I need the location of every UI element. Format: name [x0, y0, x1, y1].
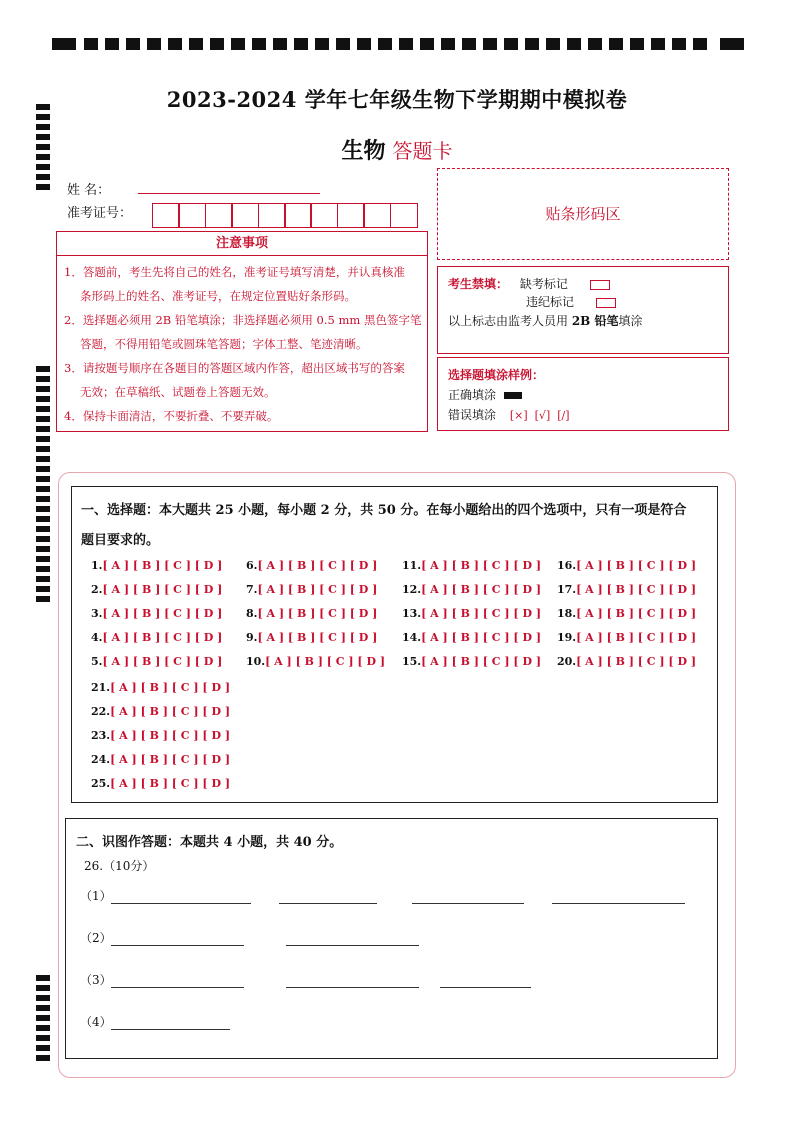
timing-mark	[420, 38, 434, 50]
timing-mark	[189, 38, 203, 50]
choice-question[interactable]	[402, 631, 541, 644]
timing-mark	[36, 1025, 50, 1031]
id-digit-box[interactable]	[231, 203, 259, 228]
question-number: 23.	[91, 729, 111, 742]
answer-options[interactable]: [ A ] [ B ] [ C ] [ D ]	[421, 607, 542, 620]
choice-question[interactable]	[91, 607, 222, 620]
barcode-area	[437, 168, 729, 260]
name-field[interactable]	[138, 193, 320, 194]
answer-options[interactable]: [ A ] [ B ] [ C ] [ D ]	[421, 559, 542, 572]
name-label: 姓 名：	[67, 183, 111, 198]
timing-mark	[483, 38, 497, 50]
timing-mark	[315, 38, 329, 50]
notice-item: 4．保持卡面清洁，不要折叠、不要弄破。	[64, 409, 279, 423]
choice-question[interactable]	[91, 681, 230, 694]
question-number: 21.	[91, 681, 111, 694]
absent-label: 缺考标记	[519, 277, 568, 291]
blank-label-3: （3）	[80, 973, 112, 987]
timing-mark	[36, 596, 50, 602]
sample-box	[437, 357, 729, 431]
sample-title: 选择题填涂样例：	[448, 368, 545, 382]
choice-question[interactable]	[91, 729, 230, 742]
notice-item: 无效；在草稿纸、试题卷上答题无效。	[80, 385, 276, 399]
timing-mark	[36, 526, 50, 532]
timing-mark	[36, 995, 50, 1001]
choice-question[interactable]	[557, 607, 696, 620]
answer-options[interactable]: [ A ] [ B ] [ C ] [ D ]	[257, 631, 378, 644]
timing-mark	[36, 376, 50, 382]
answer-line[interactable]	[111, 987, 244, 988]
timing-mark	[36, 546, 50, 552]
card-label: 答题卡	[392, 139, 453, 163]
timing-mark	[36, 1035, 50, 1041]
question-number: 19.	[557, 631, 577, 644]
answer-line[interactable]	[286, 987, 419, 988]
question-number: 13.	[402, 607, 422, 620]
question-number: 18.	[557, 607, 577, 620]
timing-mark	[147, 38, 161, 50]
blank-label-4: （4）	[80, 1015, 112, 1029]
section2-title: 二、识图作答题：本题共 4 小题，共 40 分。	[76, 835, 343, 850]
choice-grid	[72, 487, 717, 802]
wrong-label: 错误填涂	[448, 408, 497, 422]
choice-question[interactable]	[246, 655, 385, 668]
question-number: 9.	[246, 631, 258, 644]
timing-mark	[36, 506, 50, 512]
notice-item: 3．请按题号顺序在各题目的答题区域内作答，超出区域书写的答案	[64, 361, 405, 375]
notice-item: 1．答题前，考生先将自己的姓名，准考证号填写清楚，并认真核准	[64, 265, 405, 279]
answer-options[interactable]: [ A ] [ B ] [ C ] [ D ]	[576, 655, 697, 668]
timing-mark	[546, 38, 560, 50]
answer-options[interactable]: [ A ] [ B ] [ C ] [ D ]	[102, 631, 223, 644]
choice-question[interactable]	[402, 607, 541, 620]
answer-line[interactable]	[111, 903, 251, 904]
question-number: 15.	[402, 655, 422, 668]
answer-options[interactable]: [ A ] [ B ] [ C ] [ D ]	[265, 655, 386, 668]
timing-mark	[252, 38, 266, 50]
absent-mark[interactable]	[590, 280, 610, 290]
timing-mark	[36, 476, 50, 482]
notice-box	[56, 231, 428, 432]
answer-options[interactable]: [ A ] [ B ] [ C ] [ D ]	[110, 729, 231, 742]
forbidden-title: 考生禁填：	[448, 277, 509, 291]
timing-mark	[36, 436, 50, 442]
correct-fill-sample	[504, 392, 522, 399]
subject-label: 生物	[341, 138, 386, 164]
page-title: 2023-2024 学年七年级生物下学期期中模拟卷	[166, 87, 628, 112]
choice-question[interactable]	[246, 631, 377, 644]
timing-mark	[36, 114, 50, 120]
answer-options[interactable]: [ A ] [ B ] [ C ] [ D ]	[421, 655, 542, 668]
answer-options[interactable]: [ A ] [ B ] [ C ] [ D ]	[421, 631, 542, 644]
timing-mark	[36, 416, 50, 422]
answer-options[interactable]: [ A ] [ B ] [ C ] [ D ]	[102, 583, 223, 596]
timing-mark	[441, 38, 455, 50]
forbidden-box	[437, 266, 729, 354]
choice-question[interactable]	[246, 583, 377, 596]
question-number: 5.	[91, 655, 103, 668]
answer-options[interactable]: [ A ] [ B ] [ C ] [ D ]	[576, 583, 697, 596]
timing-mark	[36, 516, 50, 522]
top-timing-marks	[52, 38, 746, 50]
question-number: 12.	[402, 583, 422, 596]
id-digit-box[interactable]	[337, 203, 365, 228]
choice-question[interactable]	[91, 583, 222, 596]
timing-mark	[36, 1015, 50, 1021]
timing-mark	[36, 406, 50, 412]
timing-mark	[36, 1045, 50, 1051]
timing-mark	[609, 38, 623, 50]
timing-mark	[126, 38, 140, 50]
answer-options[interactable]: [ A ] [ B ] [ C ] [ D ]	[110, 753, 231, 766]
section2-box	[65, 818, 718, 1059]
answer-line[interactable]	[111, 945, 244, 946]
question-number: 14.	[402, 631, 422, 644]
section1-box	[71, 486, 718, 803]
answer-options[interactable]: [ A ] [ B ] [ C ] [ D ]	[110, 777, 231, 790]
timing-mark	[36, 1005, 50, 1011]
timing-mark	[36, 396, 50, 402]
timing-mark	[36, 536, 50, 542]
timing-mark	[273, 38, 287, 50]
question-number: 3.	[91, 607, 103, 620]
choice-question[interactable]	[557, 559, 696, 572]
answer-line[interactable]	[440, 987, 531, 988]
timing-mark	[36, 1055, 50, 1061]
timing-mark	[357, 38, 371, 50]
question-number: 8.	[246, 607, 258, 620]
answer-options[interactable]: [ A ] [ B ] [ C ] [ D ]	[257, 607, 378, 620]
timing-mark	[36, 985, 50, 991]
timing-mark	[36, 174, 50, 180]
answer-line[interactable]	[279, 903, 377, 904]
timing-mark	[36, 426, 50, 432]
choice-question[interactable]	[246, 559, 377, 572]
id-digit-box[interactable]	[363, 203, 391, 228]
answer-options[interactable]: [ A ] [ B ] [ C ] [ D ]	[421, 583, 542, 596]
timing-mark	[36, 556, 50, 562]
choice-question[interactable]	[91, 753, 230, 766]
violation-mark[interactable]	[596, 298, 616, 308]
answer-line[interactable]	[552, 903, 685, 904]
timing-mark	[36, 496, 50, 502]
answer-options[interactable]: [ A ] [ B ] [ C ] [ D ]	[576, 631, 697, 644]
notice-item: 条形码上的姓名、准考证号，在规定位置贴好条形码。	[80, 289, 356, 303]
question-number: 16.	[557, 559, 577, 572]
choice-question[interactable]	[91, 655, 222, 668]
timing-mark	[36, 366, 50, 372]
timing-mark	[36, 486, 50, 492]
answer-options[interactable]: [ A ] [ B ] [ C ] [ D ]	[110, 681, 231, 694]
notice-item: 2．选择题必须用 2B 铅笔填涂；非选择题必须用 0.5 mm 黑色签字笔	[64, 313, 422, 327]
answer-line[interactable]	[286, 945, 419, 946]
answer-line[interactable]	[111, 1029, 230, 1030]
choice-question[interactable]	[557, 583, 696, 596]
page-subtitle	[0, 134, 794, 165]
timing-mark	[567, 38, 581, 50]
blank-label-1: （1）	[80, 889, 112, 903]
timing-mark	[693, 38, 707, 50]
question-number: 25.	[91, 777, 111, 790]
answer-options[interactable]: [ A ] [ B ] [ C ] [ D ]	[257, 583, 378, 596]
answer-options[interactable]: [ A ] [ B ] [ C ] [ D ]	[102, 607, 223, 620]
question-number: 11.	[402, 559, 422, 572]
blank-label-2: （2）	[80, 931, 112, 945]
timing-mark	[36, 975, 50, 981]
question-number: 2.	[91, 583, 103, 596]
choice-question[interactable]	[402, 559, 541, 572]
timing-mark	[462, 38, 476, 50]
timing-mark	[231, 38, 245, 50]
question-number: 6.	[246, 559, 258, 572]
violation-label: 违纪标记	[526, 295, 575, 309]
question-number: 7.	[246, 583, 258, 596]
choice-question[interactable]	[91, 559, 222, 572]
section1-title: 一、选择题：本大题共 25 小题，每小题 2 分，共 50 分。在每小题给出的四个选项中，只有一项是符合	[81, 503, 687, 518]
id-label: 准考证号：	[67, 206, 133, 221]
timing-mark	[651, 38, 665, 50]
id-digit-box[interactable]	[310, 203, 338, 228]
timing-mark	[504, 38, 518, 50]
choice-question[interactable]	[557, 631, 696, 644]
question-number: 20.	[557, 655, 577, 668]
timing-mark	[294, 38, 308, 50]
timing-mark	[36, 446, 50, 452]
choice-question[interactable]	[557, 655, 696, 668]
choice-question[interactable]	[402, 655, 541, 668]
answer-options[interactable]: [ A ] [ B ] [ C ] [ D ]	[110, 705, 231, 718]
answer-options[interactable]: [ A ] [ B ] [ C ] [ D ]	[576, 559, 697, 572]
timing-mark	[36, 586, 50, 592]
timing-mark	[525, 38, 539, 50]
side-timing-marks	[0, 0, 60, 1122]
question-number: 17.	[557, 583, 577, 596]
forbidden-note: 以上标志由监考人员用 2B 铅笔填涂	[448, 314, 643, 328]
timing-mark	[36, 124, 50, 130]
section1-title-cont: 题目要求的。	[81, 533, 160, 548]
id-digit-box[interactable]	[284, 203, 312, 228]
answer-line[interactable]	[412, 903, 524, 904]
barcode-label: 贴条形码区	[545, 205, 621, 223]
timing-mark	[336, 38, 350, 50]
timing-mark	[36, 466, 50, 472]
answer-options[interactable]: [ A ] [ B ] [ C ] [ D ]	[576, 607, 697, 620]
choice-question[interactable]	[91, 777, 230, 790]
question-number: 24.	[91, 753, 111, 766]
id-boxes[interactable]	[152, 203, 418, 228]
timing-mark	[168, 38, 182, 50]
timing-mark	[36, 576, 50, 582]
timing-mark	[378, 38, 392, 50]
answer-options[interactable]: [ A ] [ B ] [ C ] [ D ]	[102, 655, 223, 668]
notice-title: 注意事项	[57, 232, 427, 256]
choice-question[interactable]	[91, 705, 230, 718]
id-digit-box[interactable]	[178, 203, 206, 228]
answer-options[interactable]: [ A ] [ B ] [ C ] [ D ]	[102, 559, 223, 572]
id-digit-box[interactable]	[205, 203, 233, 228]
choice-question[interactable]	[91, 631, 222, 644]
choice-question[interactable]	[402, 583, 541, 596]
id-digit-box[interactable]	[390, 203, 418, 228]
question-number: 1.	[91, 559, 103, 572]
timing-mark	[672, 38, 686, 50]
timing-mark	[36, 386, 50, 392]
timing-mark	[720, 38, 744, 50]
timing-mark	[36, 184, 50, 190]
timing-mark	[36, 566, 50, 572]
timing-mark	[399, 38, 413, 50]
question-number: 10.	[246, 655, 266, 668]
notice-item: 答题，不得用铅笔或圆珠笔答题；字体工整、笔迹清晰。	[80, 337, 368, 351]
timing-mark	[36, 456, 50, 462]
question-number: 4.	[91, 631, 103, 644]
timing-mark	[630, 38, 644, 50]
choice-question[interactable]	[246, 607, 377, 620]
id-digit-box[interactable]	[152, 203, 180, 228]
timing-mark	[105, 38, 119, 50]
timing-mark	[588, 38, 602, 50]
question-26-label: 26.（10分）	[84, 859, 155, 873]
timing-mark	[84, 38, 98, 50]
answer-options[interactable]: [ A ] [ B ] [ C ] [ D ]	[257, 559, 378, 572]
wrong-fill-samples: [×] [√] [/]	[509, 409, 570, 422]
question-number: 22.	[91, 705, 111, 718]
id-digit-box[interactable]	[258, 203, 286, 228]
timing-mark	[210, 38, 224, 50]
correct-label: 正确填涂	[448, 388, 497, 402]
